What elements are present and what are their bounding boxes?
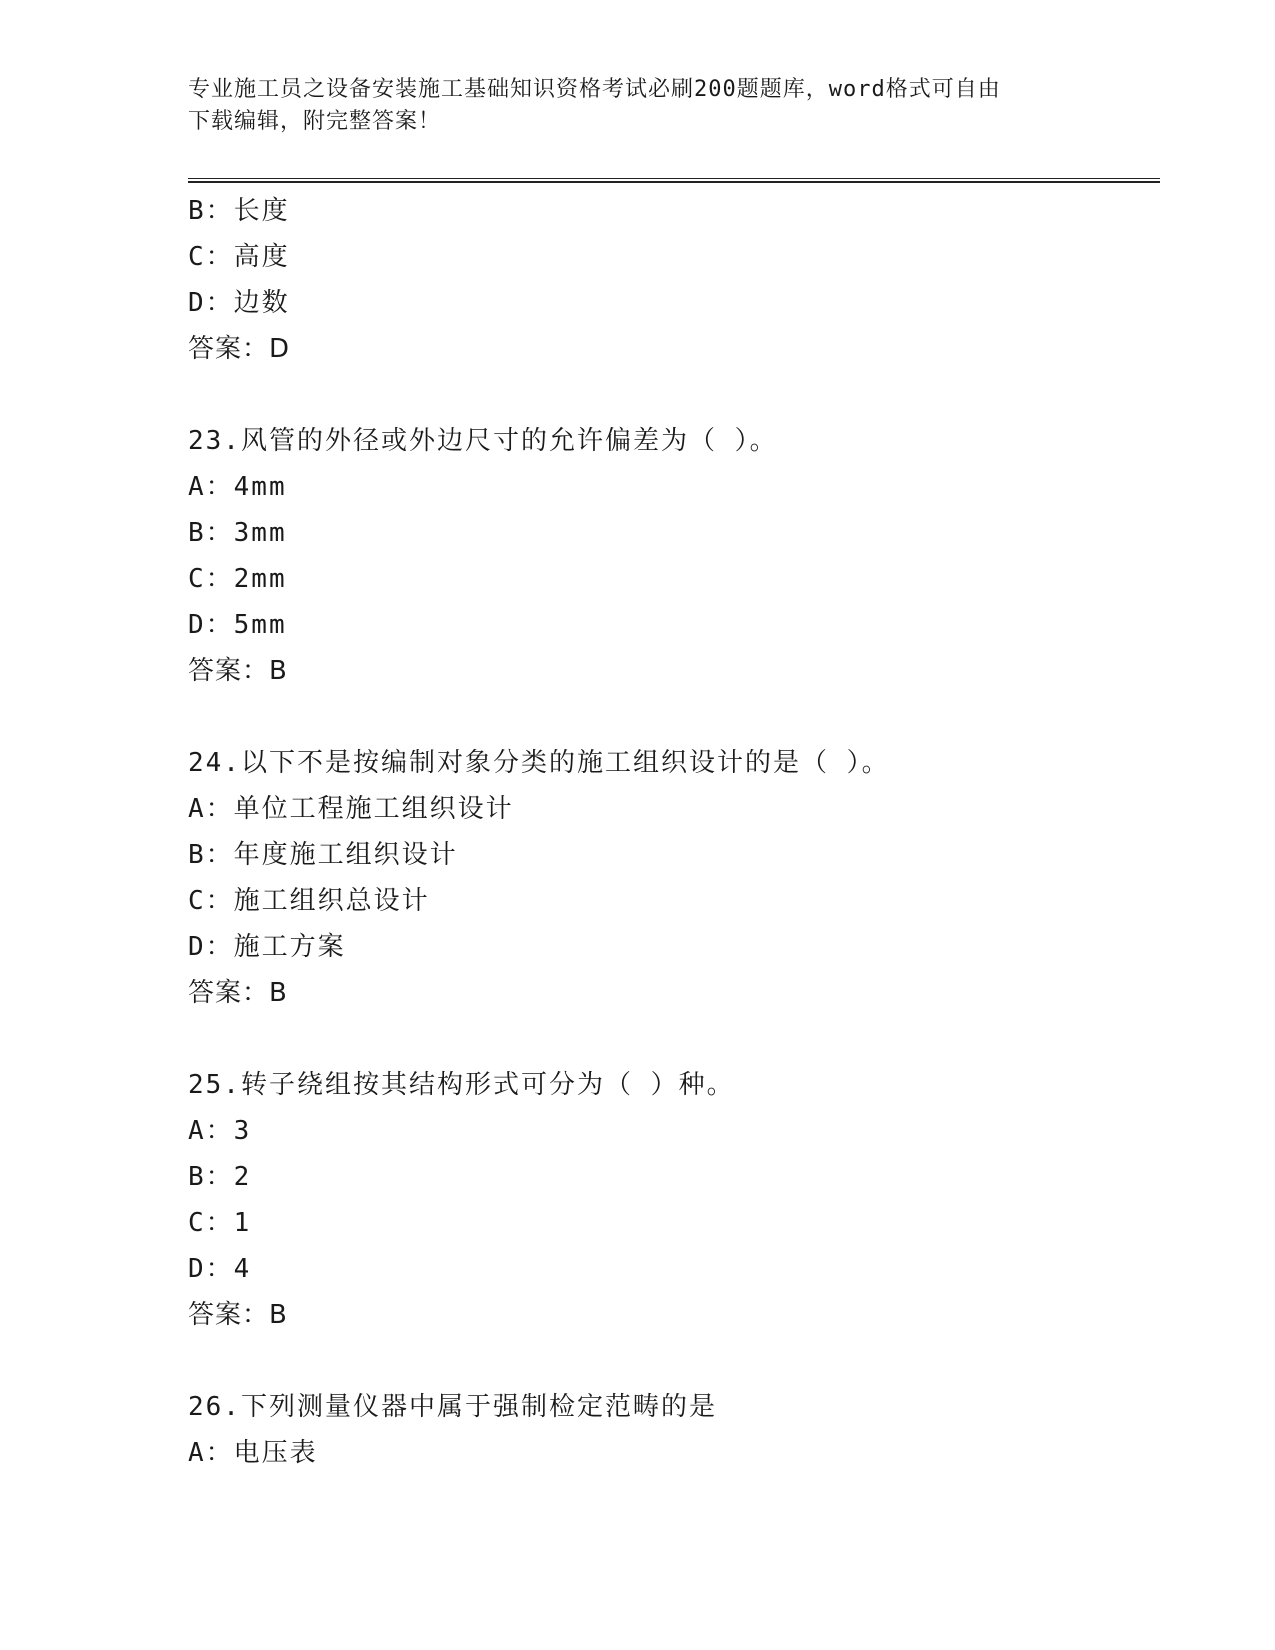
question-text: 23.风管的外径或外边尺寸的允许偏差为（ ）。 (188, 426, 778, 456)
document-header (188, 74, 1088, 138)
question-list (188, 188, 1160, 1476)
header-divider-thick (188, 181, 1160, 183)
spacer (188, 1338, 1160, 1384)
option-a: A：3 (188, 1116, 252, 1146)
option-c: C：施工组织总设计 (188, 886, 430, 916)
option-c: C：2mm (188, 564, 287, 594)
option-d: D：5mm (188, 610, 287, 640)
option-b: B：2 (188, 1162, 252, 1192)
header-line-1: 专业施工员之设备安装施工基础知识资格考试必刷200题题库，word格式可自由 (188, 77, 1001, 102)
option-a: A：电压表 (188, 1438, 318, 1468)
option-c: C：高度 (188, 242, 290, 272)
question-text: 26.下列测量仪器中属于强制检定范畴的是 (188, 1392, 717, 1422)
option-b: B：3mm (188, 518, 287, 548)
option-a: A：单位工程施工组织设计 (188, 794, 514, 824)
answer-line: 答案：B (188, 1300, 288, 1330)
option-a: A：4mm (188, 472, 287, 502)
header-divider-thin (188, 178, 1160, 179)
question-block-22 (188, 188, 1160, 372)
option-d: D：4 (188, 1254, 252, 1284)
question-text: 24.以下不是按编制对象分类的施工组织设计的是（ ）。 (188, 748, 890, 778)
option-d: D：边数 (188, 288, 290, 318)
option-b: B：年度施工组织设计 (188, 840, 458, 870)
spacer (188, 694, 1160, 740)
spacer (188, 1016, 1160, 1062)
question-text: 25.转子绕组按其结构形式可分为（ ）种。 (188, 1070, 735, 1100)
answer-line: 答案：B (188, 656, 288, 686)
header-line-2: 下载编辑，附完整答案！ (188, 109, 442, 134)
question-block-26 (188, 1384, 1160, 1476)
spacer (188, 372, 1160, 418)
option-d: D：施工方案 (188, 932, 346, 962)
question-block-24 (188, 740, 1160, 1016)
answer-line: 答案：B (188, 978, 288, 1008)
option-c: C：1 (188, 1208, 252, 1238)
question-block-23 (188, 418, 1160, 694)
option-b: B：长度 (188, 196, 290, 226)
question-block-25 (188, 1062, 1160, 1338)
answer-line: 答案：D (188, 334, 291, 364)
